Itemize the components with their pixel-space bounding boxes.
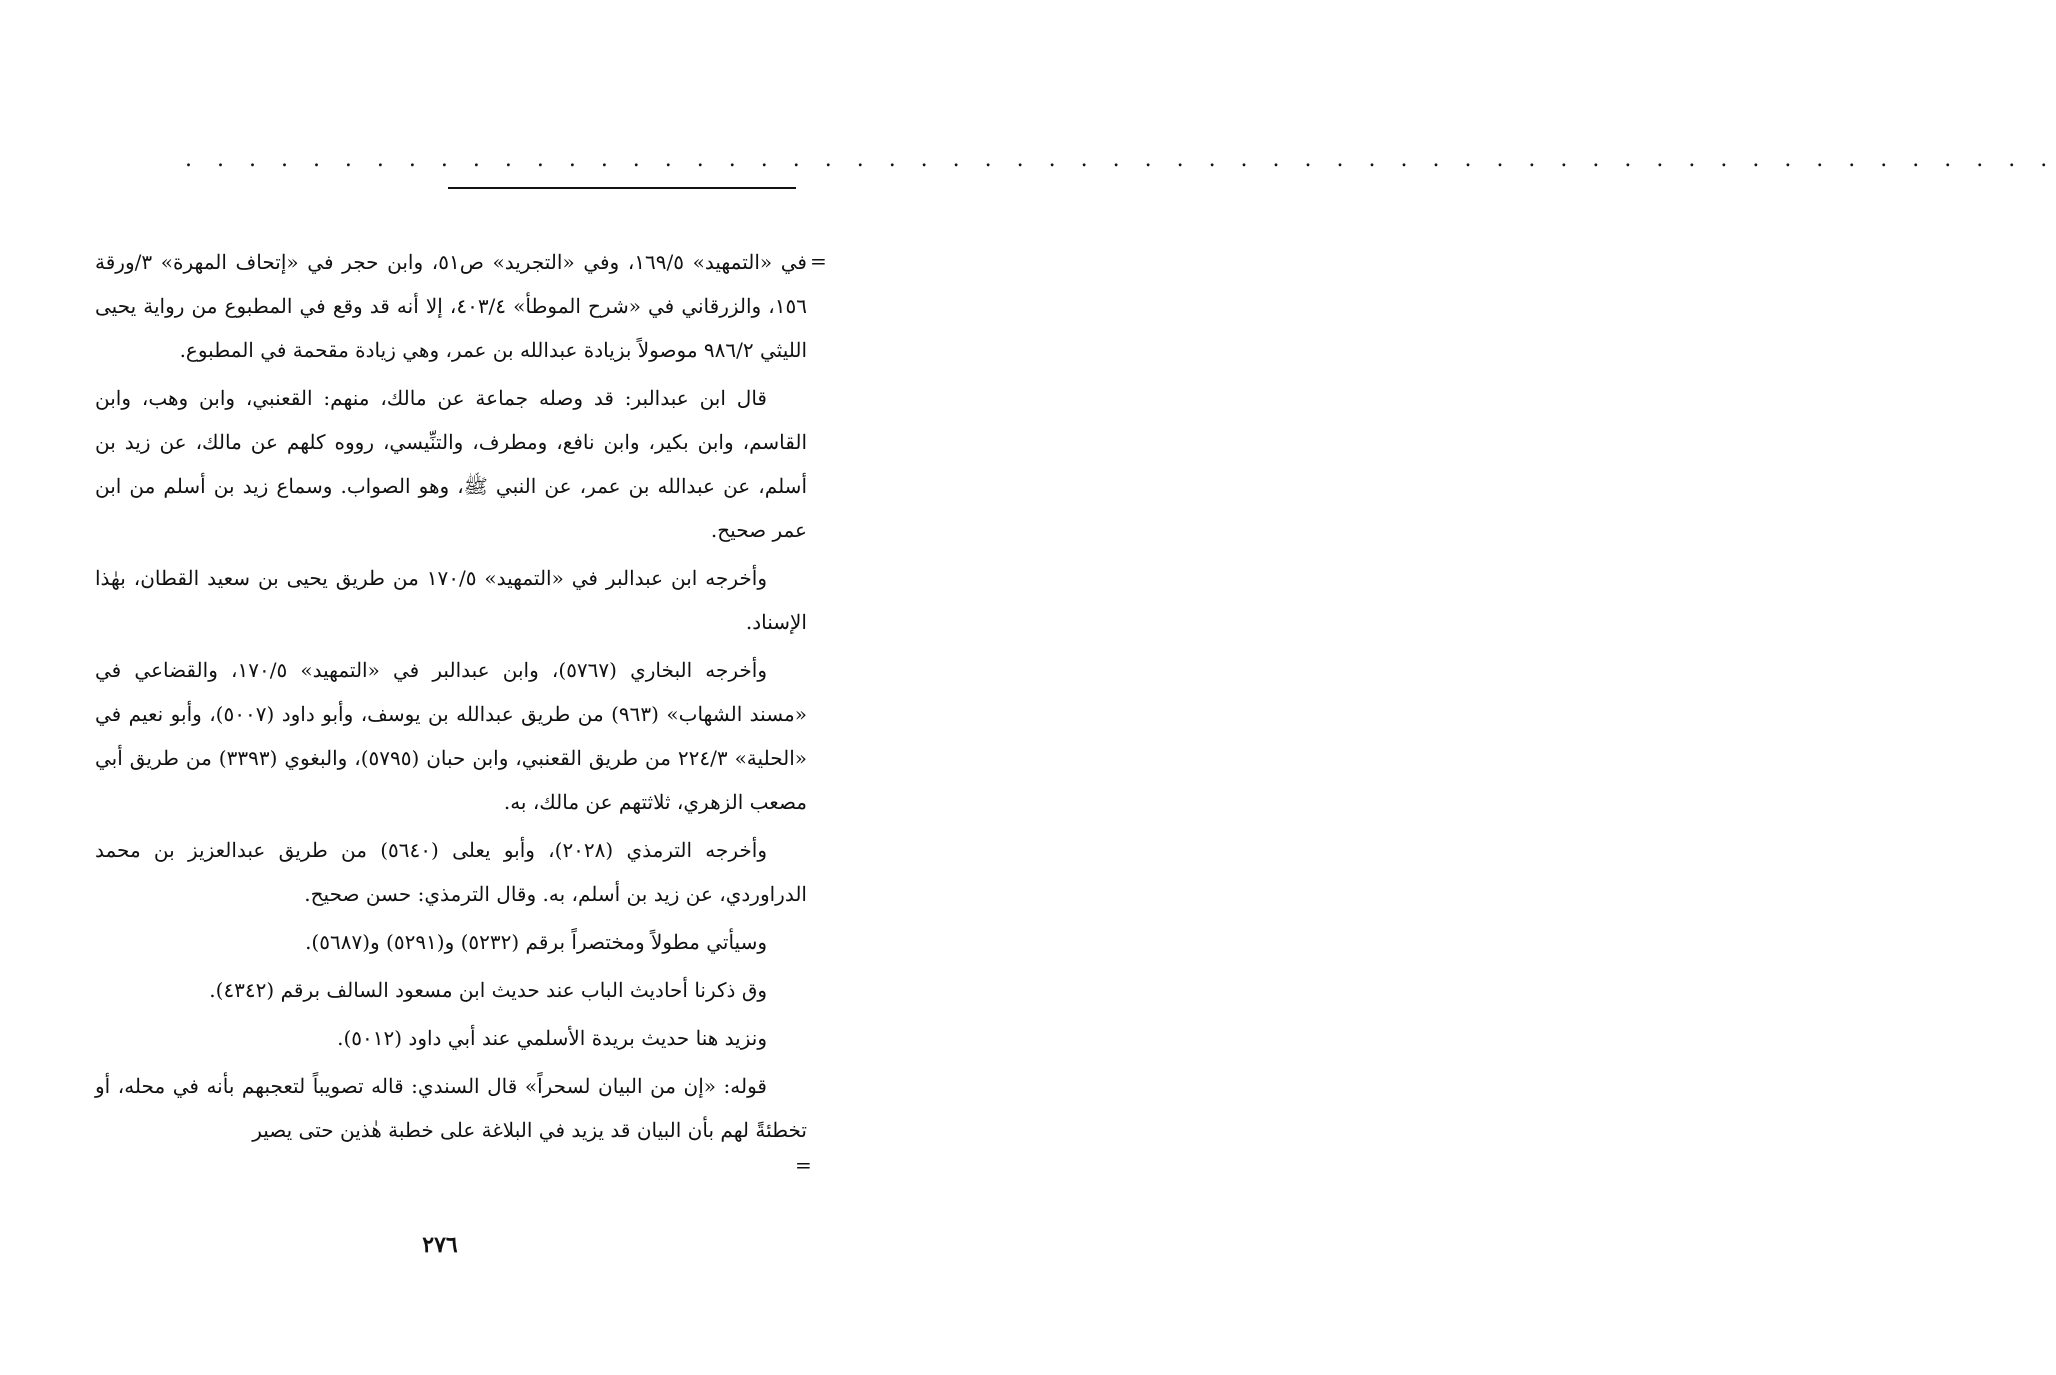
- footnote-paragraph: قوله: «إن من البيان لسحراً» قال السندي: قاله تصويباً لتعجبهم بأنه في محله، أو تخطئةً لهم بأن البيان قد يزيد في البلاغة على خطبة هٰذين حتى يصير: [95, 1074, 807, 1142]
- page-number: ٢٧٦: [422, 1232, 458, 1258]
- footnote-text: [95, 240, 807, 1156]
- footnote-rule: [448, 187, 796, 189]
- footnote-separator-dots: . . . . . . . . . . . . . . . . . . . . . . . . . . . . . . . . . . . . . . . . . . . . . . . . . . . . . . . . . . .: [185, 147, 2056, 172]
- footnote-paragraph: وأخرجه ابن عبدالبر في «التمهيد» ١٧٠/٥ من طريق يحيى بن سعيد القطان، بهٰذا الإسناد.: [95, 566, 807, 634]
- footnote-paragraph: وسيأتي مطولاً ومختصراً برقم (٥٢٣٢) و(٥٢٩١) و(٥٦٨٧).: [305, 930, 767, 954]
- footnote-paragraph: في «التمهيد» ١٦٩/٥، وفي «التجريد» ص٥١، وابن حجر في «إتحاف المهرة» ٣/ورقة ١٥٦، والزرقاني في «شرح الموطأ» ٤٠٣/٤، إلا أنه قد وقع في المطبوع من رواية يحيى الليثي ٩٨٦/٢ موصولاً بزيادة عبدالله بن عمر، وهي زيادة مقحمة في المطبوع.: [95, 250, 807, 362]
- footnote-paragraph: وأخرجه البخاري (٥٧٦٧)، وابن عبدالبر في «التمهيد» ١٧٠/٥، والقضاعي في «مسند الشهاب» (٩٦٣) من طريق عبدالله بن يوسف، وأبو داود (٥٠٠٧)، وأبو نعيم في «الحلية» ٢٢٤/٣ من طريق القعنبي، وابن حبان (٥٧٩٥)، والبغوي (٣٣٩٣) من طريق أبي مصعب الزهري، ثلاثتهم عن مالك، به.: [95, 658, 808, 814]
- footnote-paragraph: وق ذكرنا أحاديث الباب عند حديث ابن مسعود السالف برقم (٤٣٤٢).: [209, 978, 767, 1002]
- continuation-mark-start: =: [810, 249, 827, 273]
- footnote-paragraph: ونزيد هنا حديث بريدة الأسلمي عند أبي داود (٥٠١٢).: [337, 1026, 767, 1050]
- continuation-mark-end: =: [795, 1153, 812, 1177]
- footnote-paragraph: قال ابن عبدالبر: قد وصله جماعة عن مالك، منهم: القعنبي، وابن وهب، وابن القاسم، وابن بكير، وابن نافع، ومطرف، والتنِّيسي، رووه كلهم عن مالك، عن زيد بن أسلم، عن عبدالله بن عمر، عن النبي ﷺ، وهو الصواب. وسماع زيد بن أسلم من ابن عمر صحيح.: [95, 386, 807, 542]
- footnote-paragraph: وأخرجه الترمذي (٢٠٢٨)، وأبو يعلى (٥٦٤٠) من طريق عبدالعزيز بن محمد الدراوردي، عن زيد بن أسلم، به. وقال الترمذي: حسن صحيح.: [95, 838, 807, 906]
